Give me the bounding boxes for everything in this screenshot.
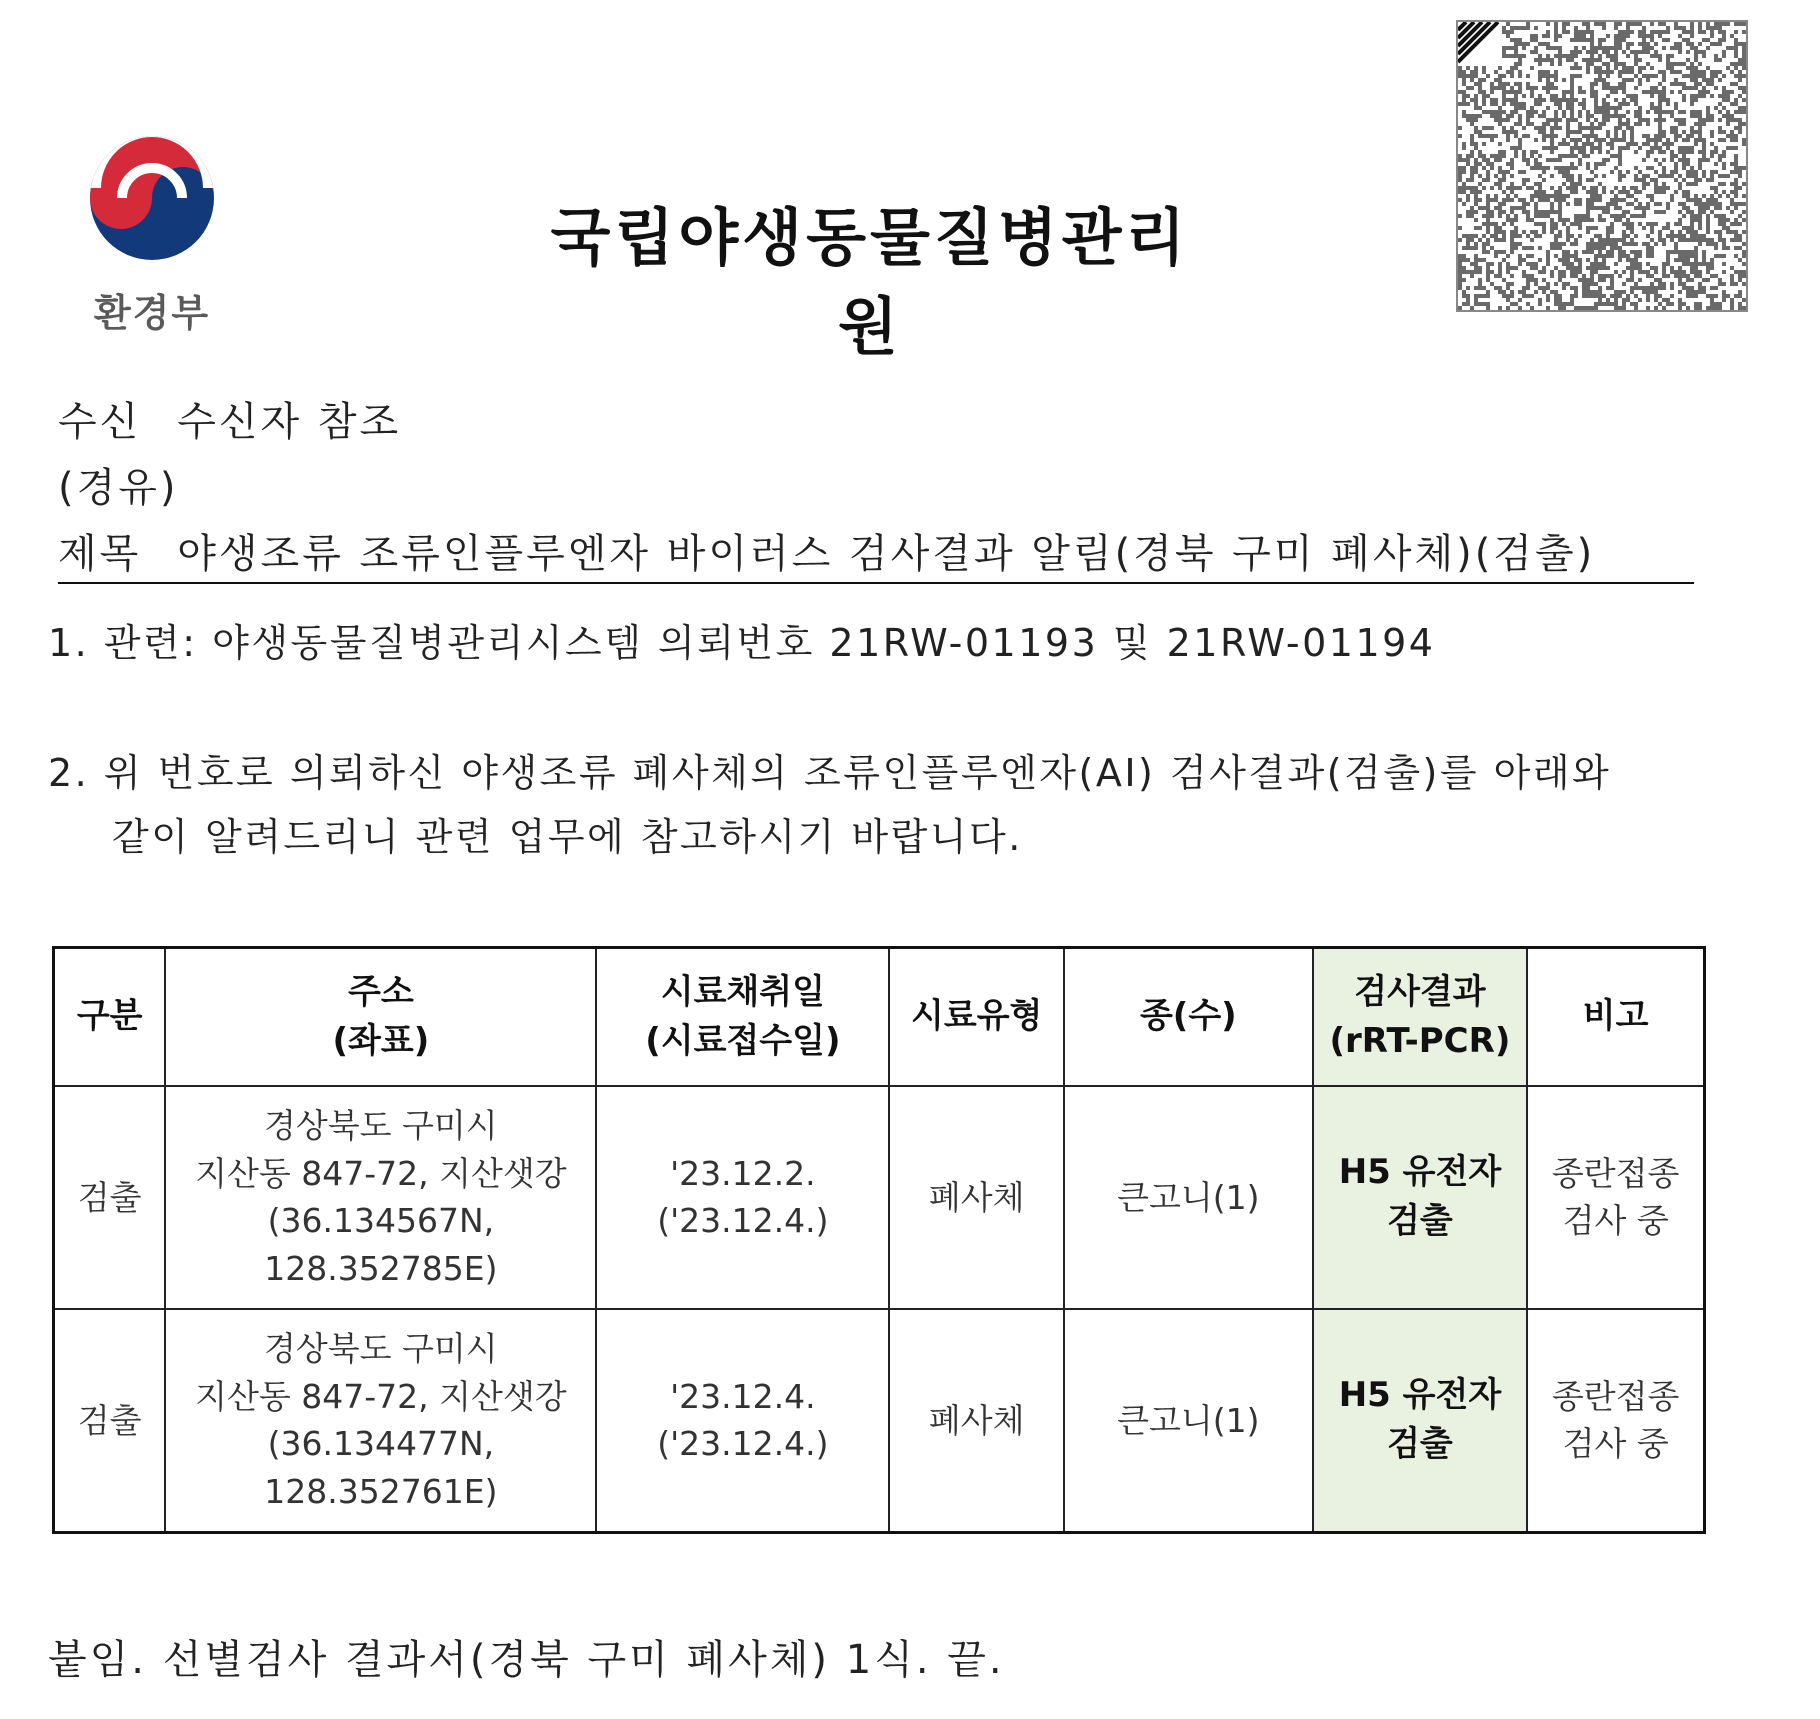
address-line1: 경상북도 구미시 <box>264 1105 498 1145</box>
collection-date: '23.12.4. <box>670 1376 816 1416</box>
result-line1: H5 유전자 <box>1338 1152 1502 1193</box>
recipient-line <box>58 390 401 447</box>
collection-date: '23.12.2. <box>670 1153 816 1193</box>
attachment-line: 붙임. 선별검사 결과서(경북 구미 폐사체) 1식. 끝. <box>48 1637 1005 1683</box>
subject-label: 제목 <box>58 531 142 577</box>
row-note <box>1527 1086 1704 1309</box>
related-item: 1. 관련: 야생동물질병관리시스템 의뢰번호 21RW-01193 및 21RW-01194 <box>48 621 1436 665</box>
header-address <box>165 948 596 1087</box>
note-line1: 종란접종 <box>1551 1376 1680 1416</box>
header-result <box>1313 948 1528 1087</box>
result-line2: 검출 <box>1387 1424 1453 1465</box>
row-sample-type: 폐사체 <box>889 1086 1064 1309</box>
header-date <box>596 948 889 1087</box>
taegeuk-emblem-icon <box>82 128 222 268</box>
recipient-label: 수신 <box>58 399 142 445</box>
qr-code <box>1456 20 1748 312</box>
notice-item-line1: 2. 위 번호로 의뢰하신 야생조류 폐사체의 조류인플루엔자(AI) 검사결과(검출)를 아래와 <box>48 751 1612 795</box>
row-date <box>596 1309 889 1533</box>
address-line2: 지산동 847-72, 지산샛강 <box>195 1153 567 1193</box>
note-line2: 검사 중 <box>1562 1201 1669 1241</box>
header-address-sub: (좌표) <box>332 1021 430 1061</box>
row-gubun: 검출 <box>54 1086 166 1309</box>
address-line1: 경상북도 구미시 <box>264 1328 498 1368</box>
header-result-main: 검사결과 <box>1354 971 1486 1012</box>
table-row <box>54 1086 1705 1309</box>
header-note: 비고 <box>1527 948 1704 1087</box>
result-line2: 검출 <box>1387 1201 1453 1242</box>
note-line1: 종란접종 <box>1551 1153 1680 1193</box>
header-date-sub: (시료접수일) <box>645 1021 841 1061</box>
via-line: (경유) <box>58 465 179 511</box>
results-table <box>52 946 1706 1534</box>
header-species: 종(수) <box>1064 948 1312 1087</box>
header-address-main: 주소 <box>348 971 414 1012</box>
row-gubun: 검출 <box>54 1309 166 1533</box>
address-coords: (36.134567N, 128.352785E) <box>264 1201 498 1289</box>
row-species: 큰고니(1) <box>1064 1086 1312 1309</box>
row-address <box>165 1309 596 1533</box>
row-sample-type: 폐사체 <box>889 1309 1064 1533</box>
ministry-name: 환경부 <box>93 291 211 335</box>
row-note <box>1527 1309 1704 1533</box>
row-result <box>1313 1309 1528 1533</box>
note-line2: 검사 중 <box>1562 1424 1669 1464</box>
row-address <box>165 1086 596 1309</box>
subject-line <box>58 522 1595 579</box>
row-date <box>596 1086 889 1309</box>
header-gubun: 구분 <box>54 948 166 1087</box>
row-result <box>1313 1086 1528 1309</box>
header-date-main: 시료채취일 <box>660 971 825 1012</box>
subject-value: 야생조류 조류인플루엔자 바이러스 검사결과 알림(경북 구미 폐사체)(검출) <box>177 531 1596 577</box>
receipt-date: ('23.12.4.) <box>657 1424 829 1464</box>
table-header-row <box>54 948 1705 1087</box>
address-line2: 지산동 847-72, 지산샛강 <box>195 1376 567 1416</box>
organization-title: 국립야생동물질병관리원 <box>550 201 1190 363</box>
row-species: 큰고니(1) <box>1064 1309 1312 1533</box>
qr-code-icon <box>1458 22 1746 310</box>
result-line1: H5 유전자 <box>1338 1375 1502 1416</box>
header-sample-type: 시료유형 <box>889 948 1064 1087</box>
header-divider <box>58 582 1694 584</box>
header-result-sub: (rRT-PCR) <box>1329 1021 1511 1061</box>
recipient-value: 수신자 참조 <box>177 399 402 445</box>
receipt-date: ('23.12.4.) <box>657 1201 829 1241</box>
table-row <box>54 1309 1705 1533</box>
notice-item-line2: 같이 알려드리니 관련 업무에 참고하시기 바랍니다. <box>112 815 1023 859</box>
address-coords: (36.134477N, 128.352761E) <box>264 1424 498 1512</box>
